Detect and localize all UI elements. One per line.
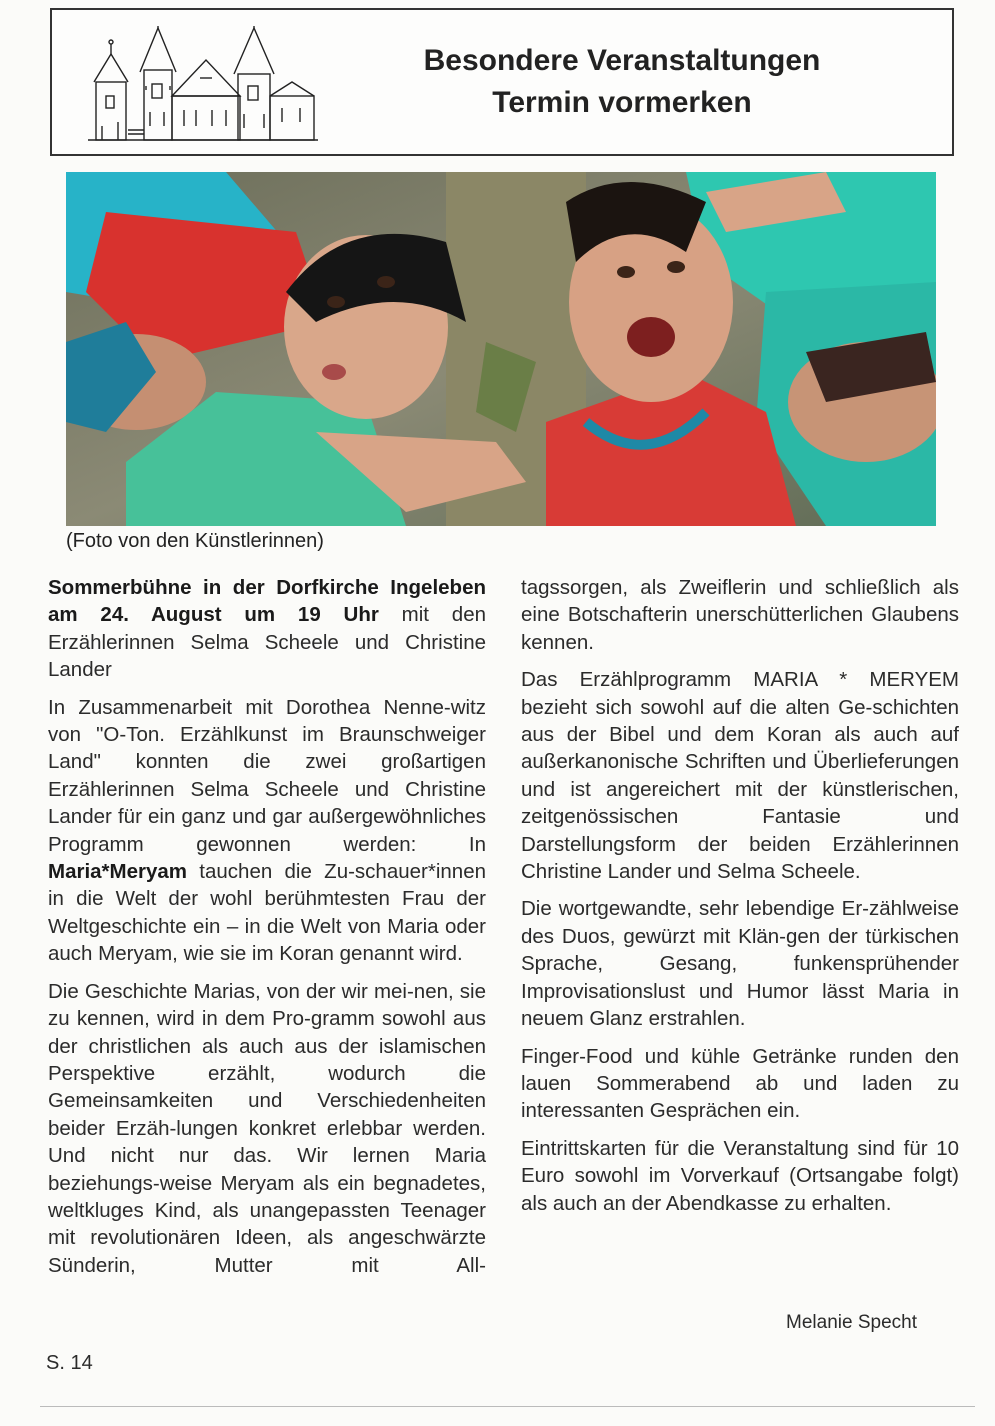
photo-caption: (Foto von den Künstlerinnen) [66,530,324,552]
artists-photo-illustration [66,172,936,526]
title-line-2: Termin vormerken [492,86,752,119]
program-title: Maria*Meryam [48,860,188,884]
article-column-right [521,574,959,1227]
article-paragraph: Finger-Food und kühle Getränke runden den lauen Sommerabend ab und laden zu interessanten Gesprächen ein. [521,1044,959,1123]
church-logo-icon [88,26,318,144]
title-line-1: Besondere Veranstaltungen [423,44,821,77]
article-paragraph: In Zusammenarbeit mit Dorothea Nenne-witz von "O-Ton. Erzählkunst im Braunschweiger Land" konnten die zwei großartigen Erzählerinnen Selma Scheele und Christine Lander für ein ganz und gar außergewöhnliches Programm gewonnen werden: In Maria*Meryam tauchen die Zu-schauer*innen in die Welt der wohl berühmtesten Frau der Weltgeschichte ein – in die Welt von Maria oder auch Meryam, wie sie im Koran genannt wird. [48,695,486,966]
artists-photo [66,172,936,526]
page-title [342,40,902,124]
article-lead [48,574,486,684]
article-paragraph: Das Erzählprogramm MARIA * MERYEM bezieht sich sowohl auf die alten Ge-schichten aus der Bibel und dem Koran als auch auf außerkanonische Schriften und Überlieferungen und ist angereichert mit der künstlerischen, zeitgenössischen Fantasie und Darstellungsform der beiden Erzählerinnen Christine Lander und Selma Scheele. [521,668,959,884]
page-number: S. 14 [46,1352,93,1374]
footer-rule [40,1406,975,1407]
event-headline: Sommerbühne in der Dorfkirche Ingeleben am 24. August um 19 Uhr [48,576,486,627]
article-paragraph: tagssorgen, als Zweiflerin und schließlich als eine Botschafterin unerschütterlichen Glaubens kennen. [521,576,959,654]
author-name: Melanie Specht [786,1312,917,1333]
article-column-left [48,574,486,1289]
article-paragraph: Eintrittskarten für die Veranstaltung sind für 10 Euro sowohl im Vorverkauf (Ortsangabe folgt) als auch an der Abendkasse zu erhalten. [521,1136,959,1215]
header-box [50,8,954,156]
lead-text: mit den Erzählerinnen Selma Scheele und Christine Lander [48,603,486,682]
article-paragraph: Die wortgewandte, sehr lebendige Er-zählweise des Duos, gewürzt mit Klän-gen der türkischen Sprache, Gesang, funkensprühender Improvisationslust und Humor lässt Maria in neuem Glanz erstrahlen. [521,897,959,1031]
article-paragraph: Die Geschichte Marias, von der wir mei-nen, sie zu kennen, wird in dem Pro-gramm sowohl aus der christlichen als auch aus der islamischen Perspektive erzählt, wodurch die Gemeinsamkeiten und Verschiedenheiten beider Erzäh-lungen konkret erlebbar werden. Und nicht nur das. Wir lernen Maria beziehungs-weise Meryam als ein begnadetes, weltkluges Kind, als unangepassten Teenager mit revolutionären Ideen, als angeschwärzte Sünderin, Mutter mit All- [48,979,486,1277]
